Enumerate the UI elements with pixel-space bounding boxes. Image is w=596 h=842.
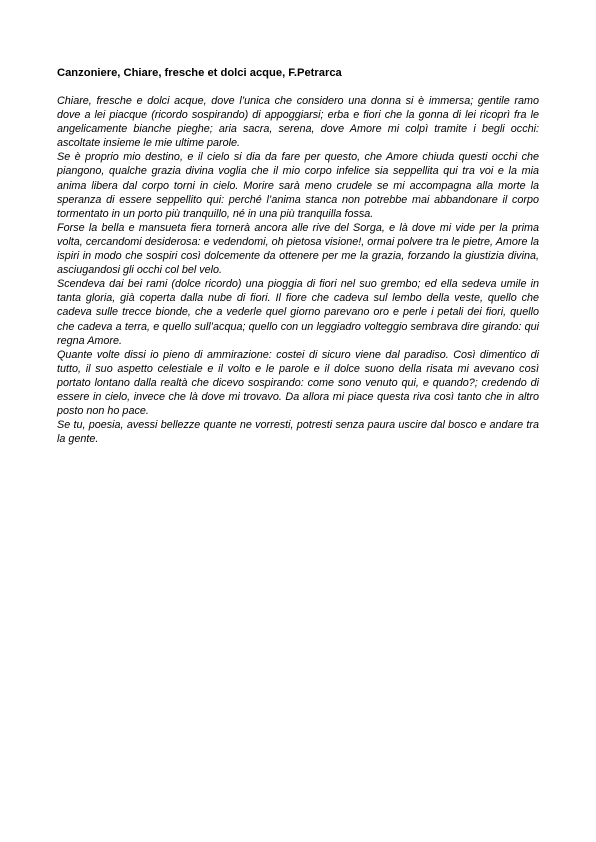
document-title: Canzoniere, Chiare, fresche et dolci acque, F.Petrarca <box>57 67 342 79</box>
paragraph-3: Forse la bella e mansueta fiera tornerà ancora alle rive del Sorga, e là dove mi vide per la prima volta, cercandomi desiderosa: e vedendomi, oh pietosa visione!, ormai polvere tra le pietre, Amore la ispiri in modo che sospiri così dolcemente da ottenere per me la grazia, forzando la giustizia divina, asciugandosi gli occhi col bel velo. <box>57 221 539 277</box>
paragraph-4: Scendeva dai bei rami (dolce ricordo) una pioggia di fiori nel suo grembo; ed ella sedeva umile in tanta gloria, già coperta dalla nube di fiori. Il fiore che cadeva sul lembo della veste, quello che cadeva sulle trecce bionde, che a vederle quel giorno parevano oro e perle i petali dei fiori, quello che cadeva a terra, e quello sull’acqua; quello con un leggiadro volteggio sembrava dire girando: qui regna Amore. <box>57 278 539 347</box>
document-body <box>57 66 539 446</box>
paragraph-1: Chiare, fresche e dolci acque, dove l’unica che considero una donna si è immersa; gentile ramo dove a lei piacque (ricordo sospirando) di appoggiarsi; erba e fiori che la gonna di lei ricoprì fra le angelicamente bianche pieghe; aria sacra, serena, dove Amore mi colpì tramite i begli occhi: ascoltate insieme le mie ultime parole. <box>57 95 539 150</box>
paragraph-2: Se è proprio mio destino, e il cielo si dia da fare per questo, che Amore chiuda questi occhi che piangono, qualche grazia divina voglia che il mio corpo infelice sia seppellita qui tra voi e la mia anima libera dal corpo torni in cielo. Morire sarà meno crudele se mi accompagna alla morte la speranza di essere seppellito qui: perché l’anima stanca non potrebbe mai abbandonare il corpo tormentato in un porto più tranquillo, né in una più tranquilla fossa. <box>57 151 539 220</box>
paragraph-6: Se tu, poesia, avessi bellezze quante ne vorresti, potresti senza paura uscire dal bosco e andare tra la gente. <box>57 419 539 446</box>
paragraph-5: Quante volte dissi io pieno di ammirazione: costei di sicuro viene dal paradiso. Così dimentico di tutto, il suo aspetto celestiale e il volto e le parole e il dolce suono della risata mi avevano così portato lontano dalla realtà che dicevo sospirando: come sono venuto qui, e quando?; credendo di essere in cielo, invece che là dove mi trovavo. Da allora mi piace questa riva così tanto che in altro posto non ho pace. <box>57 348 539 418</box>
